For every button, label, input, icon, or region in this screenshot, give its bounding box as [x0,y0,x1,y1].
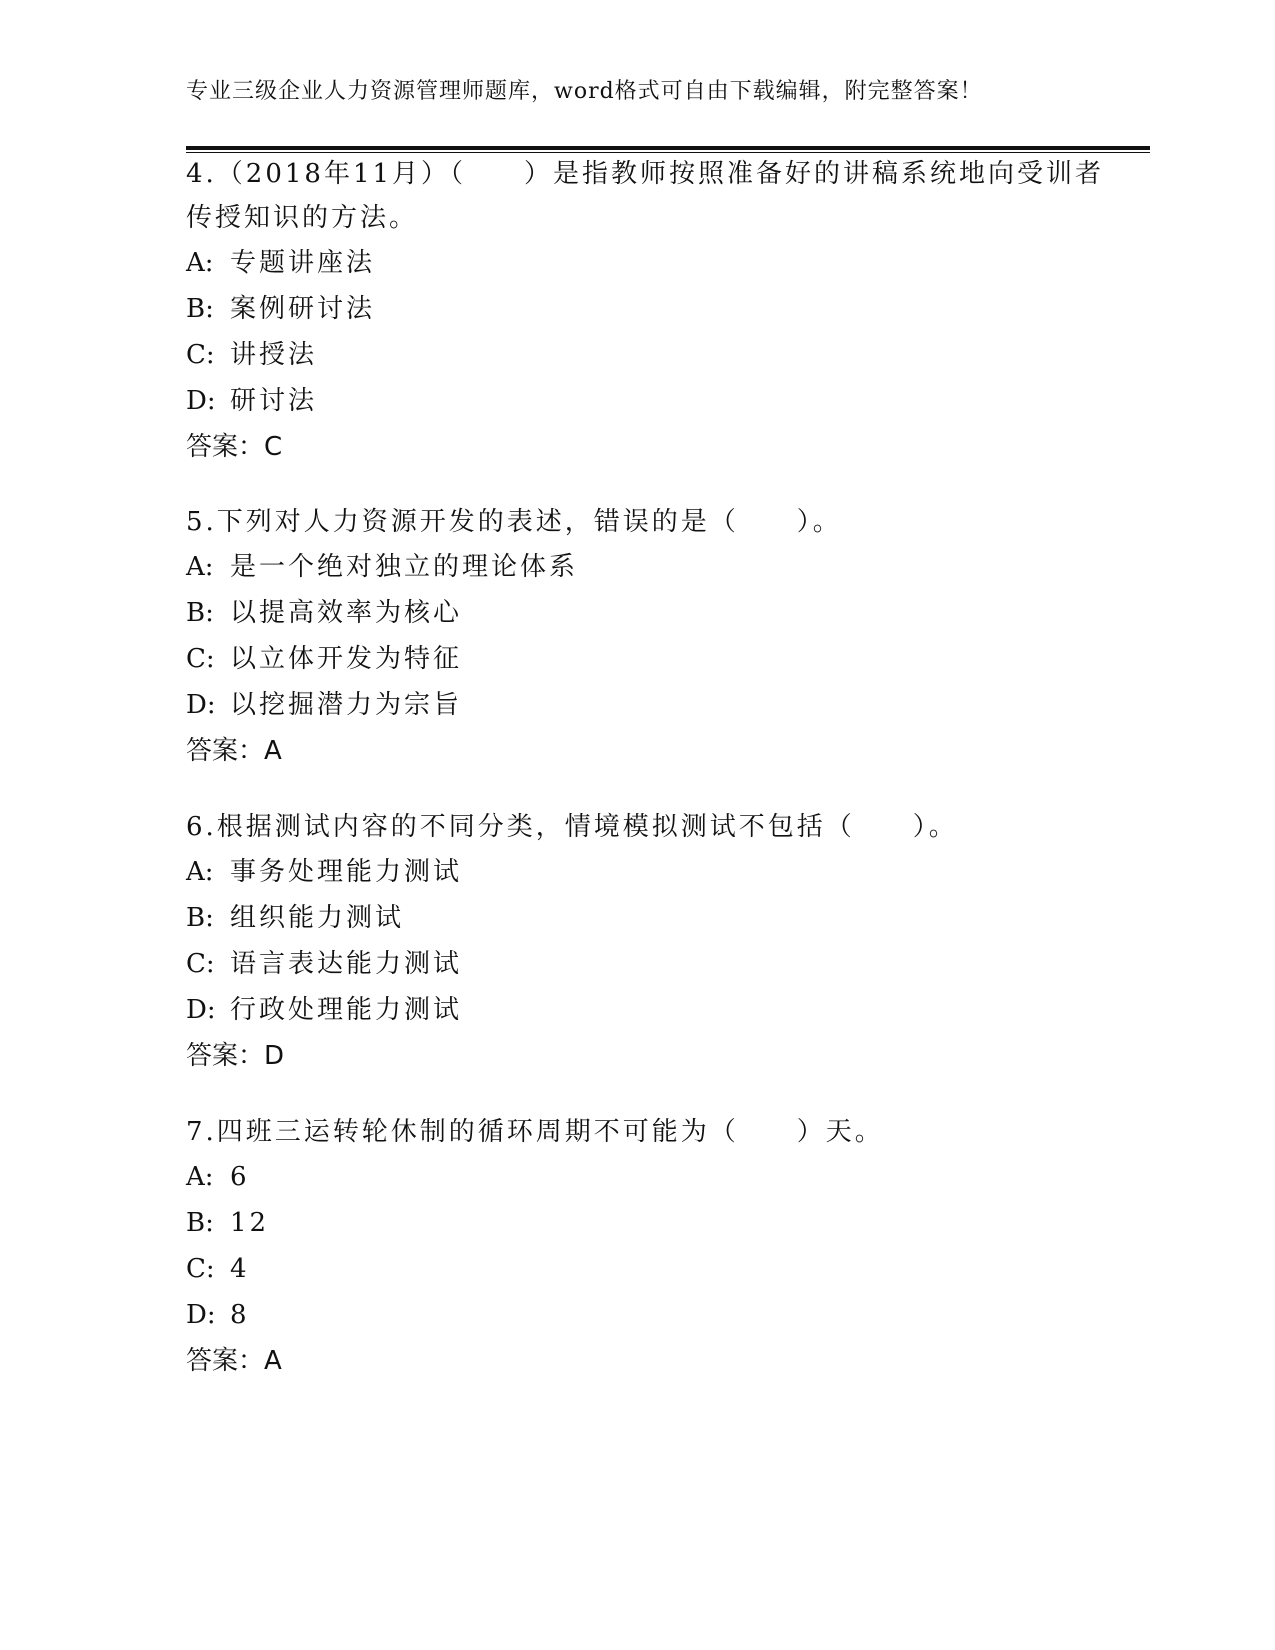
option-text: 语言表达能力测试 [230,949,463,979]
answer-line: 答案：A [186,736,282,766]
option-letter: C: [186,644,215,674]
option-letter: D: [186,995,216,1025]
question-stem: 7.四班三运转轮休制的循环周期不可能为（ ）天。 [186,1117,884,1147]
option-letter: B: [186,294,214,324]
option-a [186,544,1106,590]
answer-line: 答案：C [186,432,283,462]
option-d [186,682,1106,728]
option-letter: A: [186,248,214,278]
option-letter: D: [186,386,216,416]
option-c [186,941,1106,987]
option-letter: C: [186,340,215,370]
option-a [186,240,1106,286]
option-text: 6 [230,1162,250,1192]
option-text: 案例研讨法 [230,294,376,324]
answer-line: 答案：A [186,1346,282,1376]
option-d [186,987,1106,1033]
option-d [186,378,1106,424]
option-b [186,590,1106,636]
option-letter: B: [186,903,214,933]
option-letter: D: [186,690,216,720]
header-divider-thick [186,146,1150,150]
option-a [186,849,1106,895]
option-c [186,636,1106,682]
option-letter: C: [186,949,215,979]
page-header: 专业三级企业人力资源管理师题库，word格式可自由下载编辑，附完整答案！ [186,79,983,104]
option-text: 8 [230,1300,250,1330]
question-5 [186,500,1106,774]
option-letter: D: [186,1300,216,1330]
question-stem: 5.下列对人力资源开发的表述，错误的是（ ）。 [186,507,842,537]
option-text: 研讨法 [230,386,318,416]
option-text: 以提高效率为核心 [230,598,463,628]
question-6 [186,805,1106,1079]
option-text: 行政处理能力测试 [230,995,463,1025]
option-letter: A: [186,1162,214,1192]
question-4 [186,152,1106,470]
question-stem: 6.根据测试内容的不同分类，情境模拟测试不包括（ ）。 [186,812,958,842]
option-a [186,1154,1106,1200]
option-letter: B: [186,598,214,628]
option-c [186,1246,1106,1292]
option-d [186,1292,1106,1338]
option-c [186,332,1106,378]
answer-line: 答案：D [186,1041,285,1071]
option-b [186,286,1106,332]
option-text: 以挖掘潜力为宗旨 [230,690,463,720]
question-stem: 4.（2018年11月）（ ）是指教师按照准备好的讲稿系统地向受训者传授知识的方法。 [186,159,1105,233]
option-text: 12 [230,1208,270,1238]
option-letter: B: [186,1208,214,1238]
option-text: 事务处理能力测试 [230,857,463,887]
option-letter: C: [186,1254,215,1284]
option-text: 以立体开发为特征 [230,644,463,674]
option-text: 是一个绝对独立的理论体系 [230,552,579,582]
option-text: 4 [230,1254,250,1284]
option-letter: A: [186,552,214,582]
option-text: 组织能力测试 [230,903,405,933]
option-b [186,1200,1106,1246]
question-7 [186,1110,1106,1384]
option-b [186,895,1106,941]
option-text: 专题讲座法 [230,248,376,278]
option-text: 讲授法 [230,340,318,370]
option-letter: A: [186,857,214,887]
